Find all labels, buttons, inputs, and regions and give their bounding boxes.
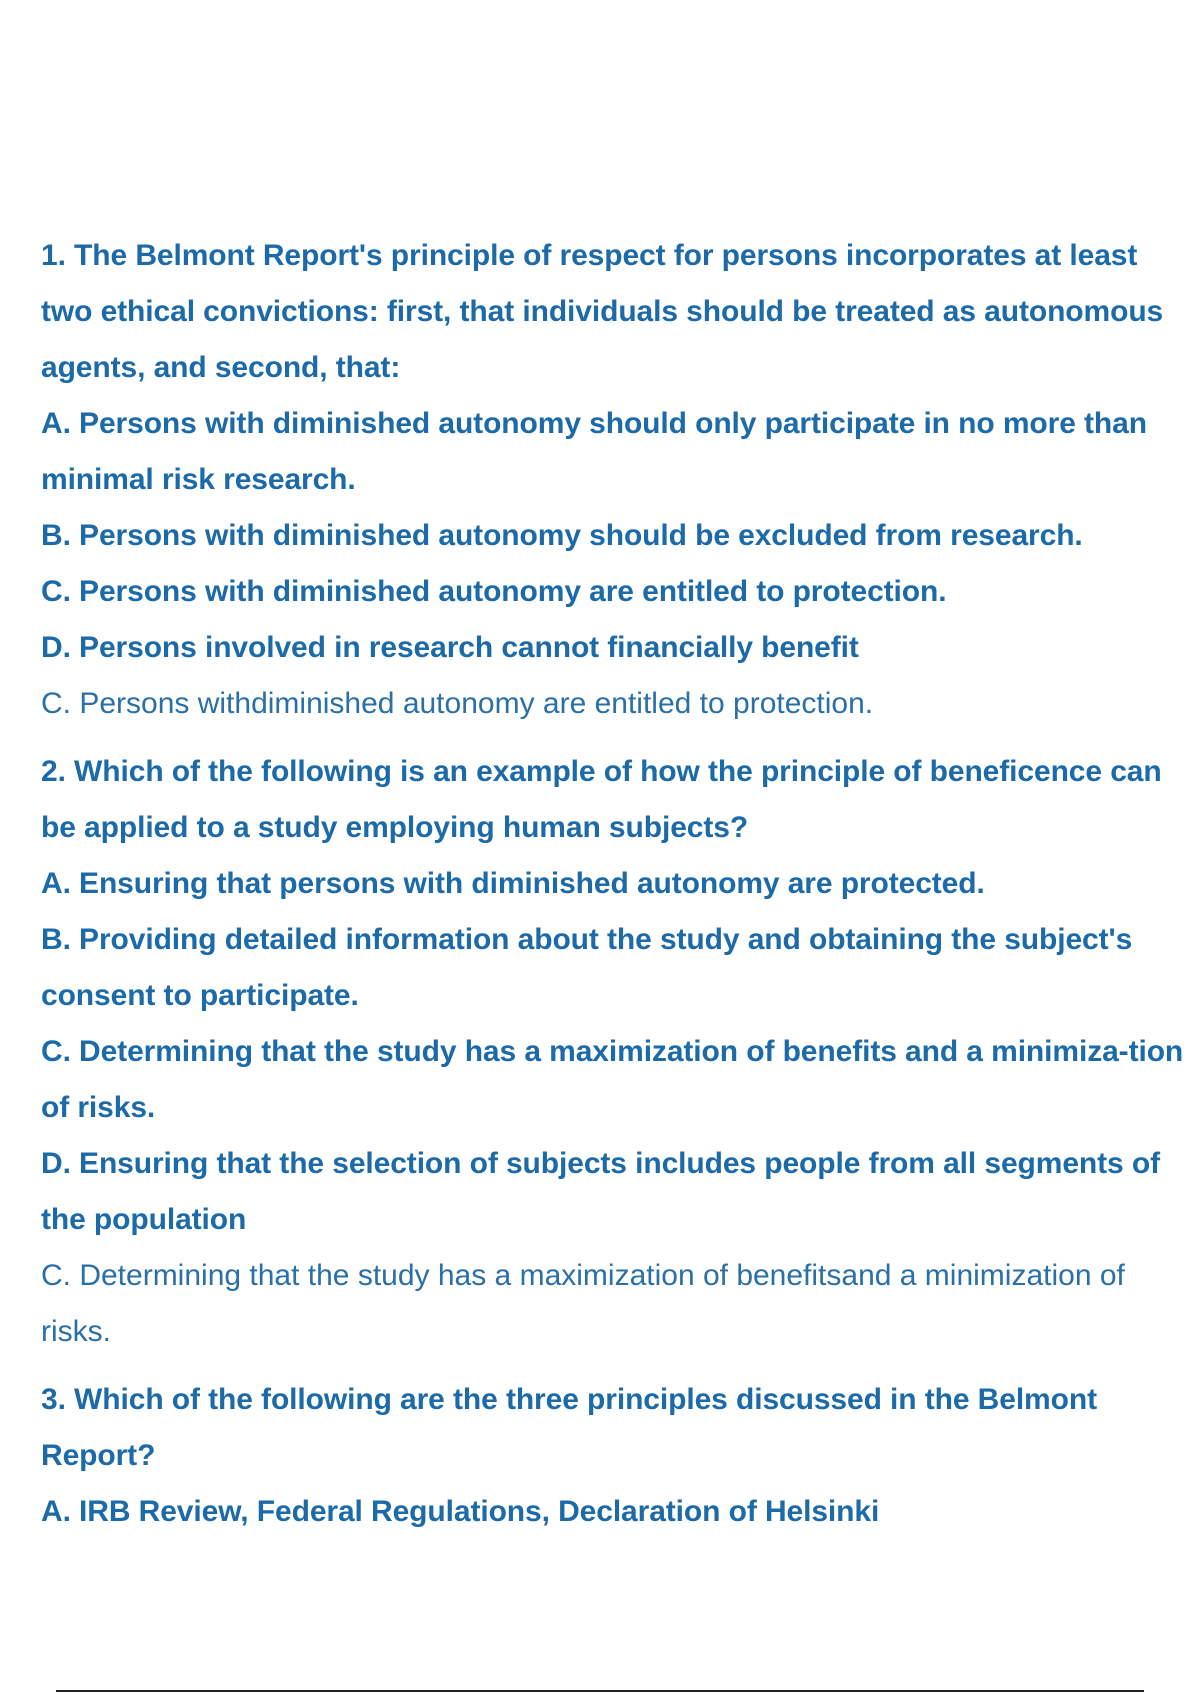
option-c: C. Persons with diminished autonomy are entitled to protection. xyxy=(41,575,947,608)
answer-text: C. Persons withdiminished autonomy are entitled to protection. xyxy=(41,687,874,720)
option-a: A. IRB Review, Federal Regulations, Declaration of Helsinki xyxy=(41,1495,880,1528)
option-b: B. Providing detailed information about the study and obtaining the subject's consent to participate. xyxy=(41,923,1133,1012)
question-text: 3. Which of the following are the three principles discussed in the Belmont Report? xyxy=(41,1383,1097,1472)
question-2 xyxy=(41,744,1191,1360)
option-d: D. Ensuring that the selection of subjects includes people from all segments of the population xyxy=(41,1147,1160,1236)
option-a: A. Ensuring that persons with diminished autonomy are protected. xyxy=(41,867,985,900)
option-b: B. Persons with diminished autonomy should be excluded from research. xyxy=(41,519,1083,552)
answer-text: C. Determining that the study has a maximization of benefitsand a minimization of risks. xyxy=(41,1259,1125,1348)
document-body xyxy=(41,228,1191,1552)
option-c: C. Determining that the study has a maximization of benefits and a minimiza-tion of risks. xyxy=(41,1035,1184,1124)
page-divider xyxy=(56,1690,1144,1692)
question-text: 1. The Belmont Report's principle of respect for persons incorporates at least two ethical convictions: first, that individuals should be treated as autonomous agents, and second, that: xyxy=(41,239,1164,384)
option-a: A. Persons with diminished autonomy should only participate in no more than minimal risk research. xyxy=(41,407,1147,496)
question-1 xyxy=(41,228,1191,732)
question-text: 2. Which of the following is an example of how the principle of beneficence can be applied to a study employing human subjects? xyxy=(41,755,1162,844)
question-3 xyxy=(41,1372,1191,1540)
option-d: D. Persons involved in research cannot financially benefit xyxy=(41,631,859,664)
